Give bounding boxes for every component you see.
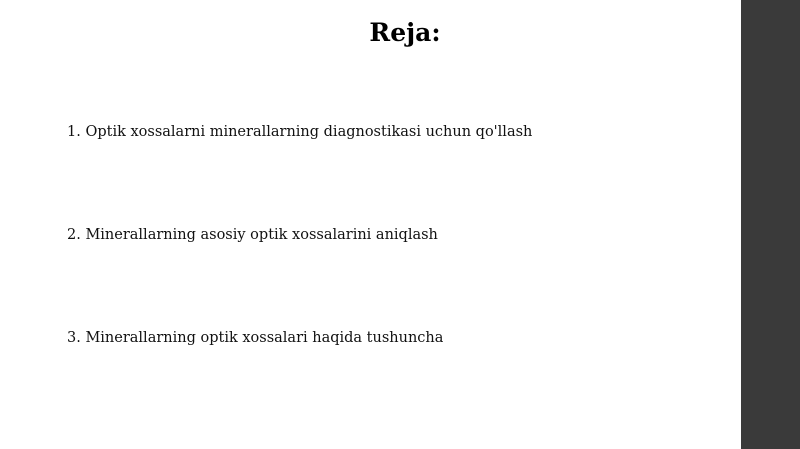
plan-item-3: 3. Minerallarning optik xossalari haqida tushuncha <box>67 330 444 346</box>
plan-item-2: 2. Minerallarning asosiy optik xossalarini aniqlash <box>67 227 438 243</box>
plan-item-1: 1. Optik xossalarni minerallarning diagnostikasi uchun qo'llash <box>67 124 533 140</box>
side-panel <box>741 0 800 449</box>
slide-title: Reja: <box>369 18 441 47</box>
